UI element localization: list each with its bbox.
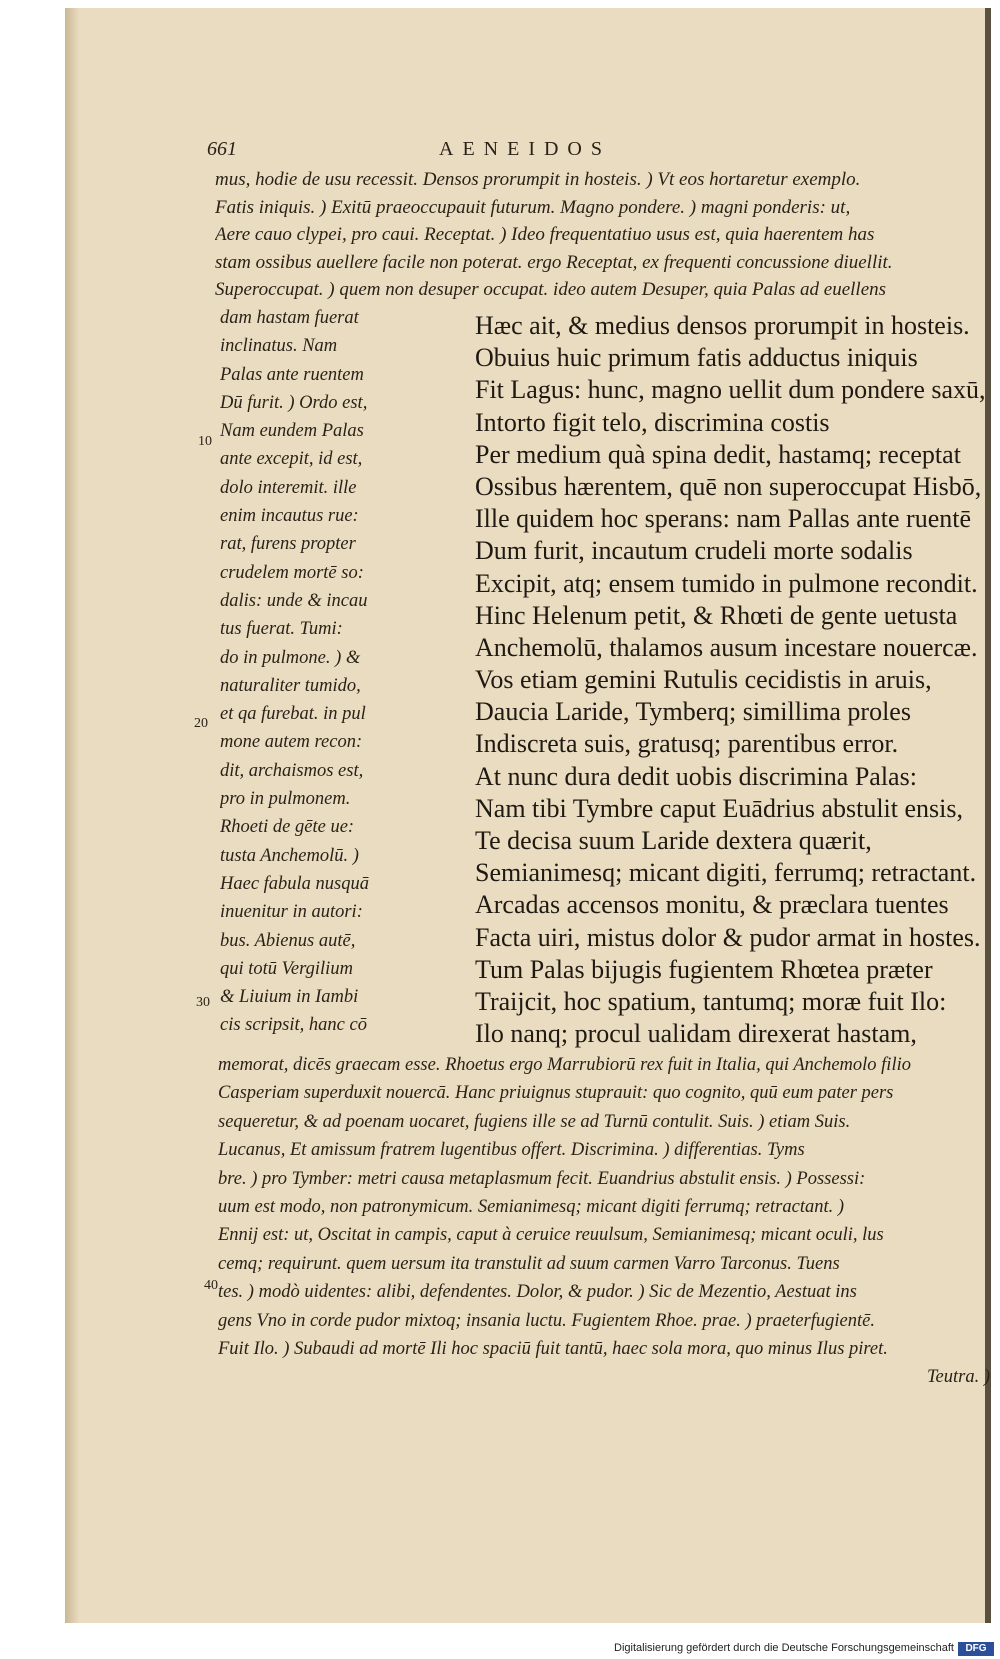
verse-line: Ossibus hærentem, quē non superoccupat Hisbō, (475, 471, 982, 501)
digitization-footer (0, 1640, 1000, 1659)
commentary-line: cemq; requirunt. quem uersum ita transtulit ad suum carmen Varro Tarconus. Tuens (218, 1253, 840, 1274)
commentary-line: Nam eundem Palas (220, 421, 364, 442)
verse-line: Ilo nanq; procul ualidam direxerat hastam, (475, 1019, 917, 1049)
page-header (65, 138, 985, 162)
commentary-top (215, 166, 975, 304)
commentary-line: Superoccupat. ) quem non desuper occupat. ideo autem Desuper, quia Palas ad euellens (215, 279, 887, 300)
commentary-line: uum est modo, non patronymicum. Semianimesq; micant digiti ferrumq; retractant. ) (218, 1196, 845, 1217)
commentary-line: tes. ) modò uidentes: alibi, defendentes. Dolor, & pudor. ) Sic de Mezentio, Aestuat ins (218, 1282, 857, 1303)
commentary-line: Haec fabula nusquā (220, 873, 370, 894)
line-number: 10 (198, 434, 212, 449)
commentary-line: bus. Abienus autē, (220, 930, 356, 951)
verse-line: Te decisa suum Laride dextera quærit, (475, 826, 872, 855)
commentary-line: pro in pulmonem. (220, 789, 351, 810)
line-number: 30 (196, 995, 210, 1010)
commentary-line: Aere cauo clypei, pro caui. Receptat. ) Ideo frequentatiuo usus est, quia haerentem has (215, 224, 875, 245)
book-page (65, 8, 991, 1623)
commentary-line: dit, archaismos est, (220, 760, 364, 781)
verse-line: Traijcit, hoc spatium, tantumq; moræ fuit Ilo: (475, 986, 947, 1016)
verse-line: Ille quidem hoc sperans: nam Pallas ante ruentē (475, 504, 972, 534)
commentary-line: Dū furit. ) Ordo est, (220, 392, 368, 413)
verse-line: Indiscreta suis, gratusq; parentibus error. (475, 729, 899, 759)
folio-number: 661 (207, 138, 237, 160)
line-number: 20 (194, 716, 208, 731)
commentary-line: rat, furens propter (220, 534, 356, 555)
commentary-line: mone autem recon: (220, 732, 363, 753)
commentary-line: inuenitur in autori: (220, 902, 363, 923)
commentary-line: bre. ) pro Tymber: metri causa metaplasmum fecit. Euandrius abstulit ensis. ) Possessi: (218, 1168, 866, 1189)
verse-line: Arcadas accensos monitu, & præclara tuentes (475, 890, 949, 920)
verse-line: Tum Palas bijugis fugientem Rhœtea præter (475, 954, 933, 984)
commentary-line: do in pulmone. ) & (220, 647, 361, 668)
commentary-line: naturaliter tumido, (220, 675, 361, 696)
commentary-line: enim incautus rue: (220, 506, 359, 527)
verse-line: At nunc dura dedit uobis discrimina Palas: (475, 761, 917, 791)
commentary-line: & Liuium in Iambi (220, 987, 359, 1008)
dfg-logo-icon: DFG (958, 1642, 994, 1656)
commentary-line: crudelem mortē so: (220, 562, 364, 583)
commentary-line: inclinatus. Nam (220, 336, 338, 357)
verse-text (475, 310, 1000, 1050)
verse-line: Daucia Laride, Tymberq; simillima proles (475, 697, 911, 727)
catchword: Teutra. ) (926, 1367, 990, 1388)
verse-line: Hæc ait, & medius densos prorumpit in hosteis. (475, 311, 970, 340)
verse-line: Hinc Helenum petit, & Rhœti de gente uetusta (475, 600, 958, 630)
commentary-line: Palas ante ruentem (220, 364, 364, 385)
line-number: 40 (204, 1278, 218, 1293)
commentary-side (220, 304, 442, 1040)
commentary-line: Ennij est: ut, Oscitat in campis, caput à ceruice reuulsum, Semianimesq; micant oculi, lus (218, 1225, 884, 1246)
commentary-bottom (218, 1051, 998, 1392)
commentary-line: Lucanus, Et amissum fratrem lugentibus offert. Discrimina. ) differentias. Tyms (218, 1140, 805, 1161)
running-title: AENEIDOS (439, 138, 611, 160)
commentary-line: dalis: unde & incau (220, 590, 368, 611)
commentary-line: Fuit Ilo. ) Subaudi ad mortē Ili hoc spaciū fuit tantū, haec sola mora, quo minus Ilus piret. (218, 1338, 888, 1359)
verse-line: Per medium quà spina dedit, hastamq; receptat (475, 439, 961, 469)
commentary-line: Rhoeti de gēte ue: (220, 817, 355, 838)
commentary-line: tus fuerat. Tumi: (220, 619, 343, 640)
commentary-line: cis scripsit, hanc cō (220, 1015, 367, 1036)
verse-line: Facta uiri, mistus dolor & pudor armat in hostes. (475, 922, 981, 952)
commentary-line: tusta Anchemolū. ) (220, 845, 359, 866)
verse-line: Vos etiam gemini Rutulis cecidistis in aruis, (475, 665, 932, 695)
commentary-line: Fatis iniquis. ) Exitū praeoccupauit futurum. Magno pondere. ) magni ponderis: ut, (215, 196, 851, 218)
commentary-line: stam ossibus auellere facile non poterat. ergo Receptat, ex frequenti concussione diuellit. (215, 251, 893, 273)
commentary-line: memorat, dicēs graecam esse. Rhoetus ergo Marrubiorū rex fuit in Italia, qui Anchemolo filio (218, 1055, 911, 1075)
commentary-line: sequeretur, & ad poenam uocaret, fugiens ille se ad Turnū contulit. Suis. ) etiam Suis. (218, 1111, 851, 1132)
commentary-line: et qa furebat. in pul (220, 704, 366, 725)
commentary-line: gens Vno in corde pudor mixtoq; insania luctu. Fugientem Rhoe. prae. ) praeterfugientē. (218, 1310, 875, 1331)
verse-line: Anchemolū, thalamos ausum incestare nouercæ. (475, 632, 978, 662)
verse-line: Excipit, atq; ensem tumido in pulmone recondit. (475, 568, 978, 598)
verse-line: Fit Lagus: hunc, magno uellit dum pondere saxū, (475, 375, 986, 405)
commentary-line: Casperiam superduxit nouercā. Hanc priuignus stuprauit: quo cognito, quū eum pater pers (218, 1083, 894, 1104)
page-gutter-shadow (65, 8, 79, 1623)
commentary-line: dam hastam fuerat (220, 308, 359, 328)
verse-line: Semianimesq; micant digiti, ferrumq; retractant. (475, 858, 977, 888)
commentary-line: dolo interemit. ille (220, 477, 357, 498)
commentary-line: qui totū Vergilium (220, 958, 353, 979)
commentary-line: mus, hodie de usu recessit. Densos prorumpit in hosteis. ) Vt eos hortaretur exemplo. (215, 169, 861, 190)
verse-line: Intorto figit telo, discrimina costis (475, 407, 830, 437)
funding-credit: Digitalisierung gefördert durch die Deutsche Forschungsgemeinschaft (614, 1642, 954, 1654)
commentary-line: ante excepit, id est, (220, 449, 363, 470)
verse-line: Dum furit, incautum crudeli morte sodalis (475, 536, 913, 566)
verse-line: Obuius huic primum fatis adductus iniquis (475, 343, 918, 373)
verse-line: Nam tibi Tymbre caput Euādrius abstulit ensis, (475, 793, 964, 823)
